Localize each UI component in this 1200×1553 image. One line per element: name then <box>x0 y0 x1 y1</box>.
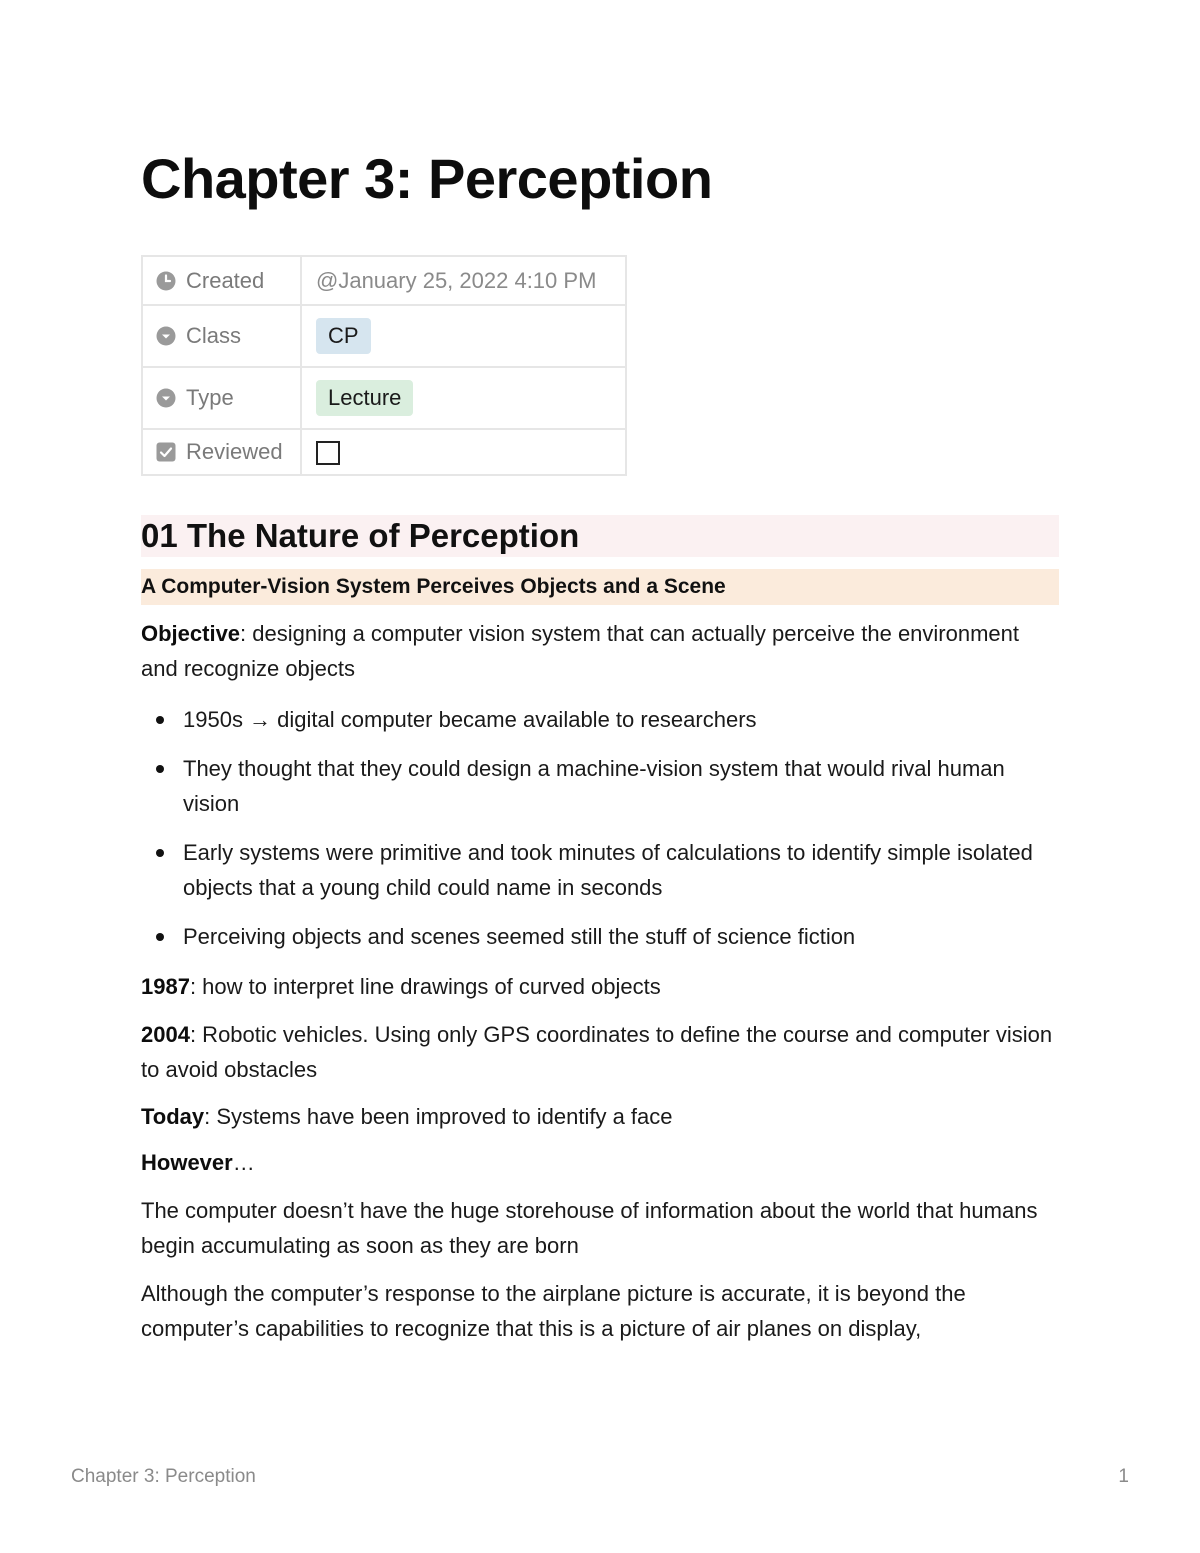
property-key: Type <box>186 385 234 410</box>
list-item: They thought that they could design a machine-vision system that would rival human vision <box>141 751 1041 821</box>
select-icon <box>155 387 177 409</box>
property-row-created <box>142 256 626 305</box>
objective-text: : designing a computer vision system that can actually perceive the environment and recognize objects <box>141 621 1020 681</box>
clock-icon <box>155 270 177 292</box>
bullet-list <box>141 702 1041 968</box>
type-tag[interactable]: Lecture <box>316 380 413 416</box>
property-key: Reviewed <box>186 439 283 464</box>
section-heading: 01 The Nature of Perception <box>141 515 1059 557</box>
timeline-text: : Robotic vehicles. Using only GPS coordinates to define the course and computer vision to avoid obstacles <box>141 1022 1053 1082</box>
however-paragraph <box>141 1145 1061 1180</box>
list-item: Perceiving objects and scenes seemed still the stuff of science fiction <box>141 919 1041 954</box>
property-row-class <box>142 305 626 367</box>
however-text: … <box>232 1150 255 1175</box>
objective-label: Objective <box>141 621 241 646</box>
property-key: Created <box>186 267 265 293</box>
properties-table <box>141 255 627 476</box>
however-label: However <box>141 1150 233 1175</box>
timeline-label: 2004 <box>141 1022 190 1047</box>
timeline-text: : how to interpret line drawings of curved objects <box>189 974 661 999</box>
select-icon <box>155 325 177 347</box>
timeline-today <box>141 1099 1061 1134</box>
paragraph-airplane: Although the computer’s response to the airplane picture is accurate, it is beyond the computer’s capabilities to recognize that this is a picture of air planes on display, <box>141 1281 966 1341</box>
property-key: Class <box>186 323 242 348</box>
timeline-label: 1987 <box>141 974 190 999</box>
objective-paragraph <box>141 616 1061 686</box>
timeline-text: : Systems have been improved to identify a face <box>204 1104 673 1129</box>
property-row-type <box>142 367 626 429</box>
reviewed-checkbox[interactable] <box>316 441 340 465</box>
created-value[interactable]: @January 25, 2022 4:10 PM <box>301 256 626 305</box>
footer-title: Chapter 3: Perception <box>71 1466 256 1487</box>
paragraph-storehouse: The computer doesn’t have the huge storehouse of information about the world that humans begin accumulating as soon as they are born <box>141 1198 1038 1258</box>
page-title: Chapter 3: Perception <box>141 147 713 210</box>
section-subheading: A Computer-Vision System Perceives Objects and a Scene <box>141 569 1059 605</box>
page-number: 1 <box>1118 1466 1129 1487</box>
timeline-2004 <box>141 1017 1061 1087</box>
timeline-label: Today <box>141 1104 205 1129</box>
timeline-1987 <box>141 969 1061 1004</box>
property-row-reviewed <box>142 429 626 475</box>
checkbox-property-icon <box>155 441 177 463</box>
list-item: Early systems were primitive and took minutes of calculations to identify simple isolated objects that a young child could name in seconds <box>141 835 1041 905</box>
list-item: 1950s → digital computer became available to researchers <box>141 702 1041 737</box>
class-tag[interactable]: CP <box>316 318 371 354</box>
